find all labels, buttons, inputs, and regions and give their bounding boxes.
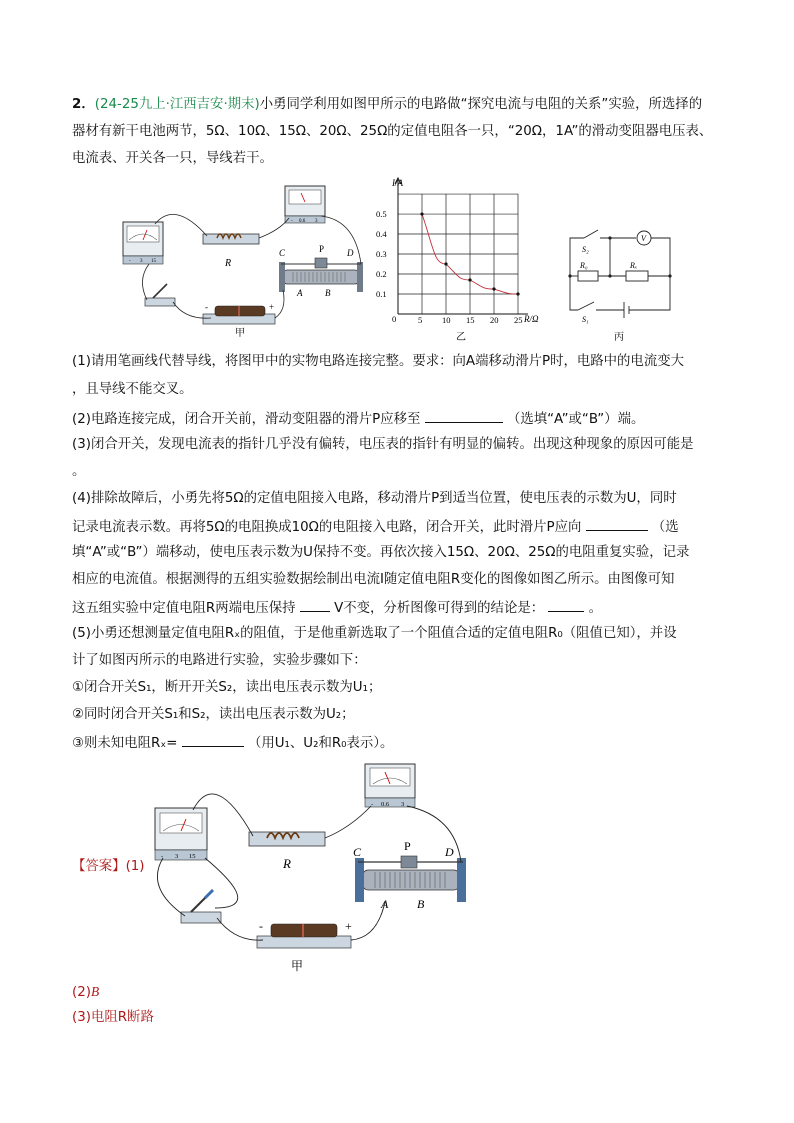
bing-rx-label: Rₓ — [630, 261, 638, 270]
answer-ammeter-tick-0: - — [371, 801, 374, 808]
rheostat-b-label: B — [325, 288, 331, 298]
q2-suffix: （选填“A”或“B”）端。 — [506, 412, 645, 427]
battery-plus: + — [269, 302, 275, 312]
answer-1-number: (1) — [125, 859, 145, 874]
data-point — [492, 287, 495, 290]
answer-rheostat-d-label: D — [445, 845, 454, 859]
q4-direction-blank[interactable] — [586, 516, 648, 531]
figure-yi-caption: 乙 — [456, 332, 466, 343]
data-point — [468, 278, 471, 281]
data-point — [516, 292, 519, 295]
ammeter — [285, 186, 325, 223]
answer-3: (3)电阻R断路 — [72, 1010, 154, 1025]
q5-step-2: ②同时闭合开关S₁和S₂，读出电压表示数为U₂； — [72, 707, 355, 722]
q5-step-3-suffix: （用U₁、U₂和R₀表示）。 — [247, 736, 394, 751]
resistor-r-label: R — [225, 258, 232, 269]
answer-resistor-r — [249, 832, 325, 846]
rheostat-d-label: D — [347, 248, 354, 258]
q4-line-5-prefix: 这五组实验中定值电阻R两端电压保持 — [72, 601, 296, 616]
answer-label: 【答案】 — [72, 859, 126, 874]
q5-step-1: ①闭合开关S₁，断开开关S₂，读出电压表示数为U₁； — [72, 680, 382, 695]
q5-line-2: 计了如图丙所示的电路进行实验，实验步骤如下： — [72, 653, 367, 668]
figure-bing-caption: 丙 — [614, 332, 624, 343]
ammeter-tick-1: 0.6 — [299, 219, 306, 224]
answer-resistor-r-label: R — [283, 856, 291, 871]
x-tick-label: 20 — [490, 315, 499, 325]
data-point — [444, 262, 447, 265]
resistor-r — [203, 234, 259, 244]
question-intro-1: 小勇同学利用如图甲所示的电路做“探究电流与电阻的关系”实验，所选择的 — [259, 97, 703, 112]
answer-ammeter-tick-1: 0.6 — [381, 801, 390, 808]
answer-rheostat-a-label: A — [381, 897, 389, 911]
q4-line-2-suffix: （选 — [651, 520, 679, 535]
y-tick-label: 0.4 — [376, 229, 387, 240]
chart-origin-label: 0 — [392, 314, 397, 324]
bing-s2-label: S₂ — [582, 245, 589, 254]
answer-2-number: (2) — [72, 985, 91, 1000]
bing-s1-label: S₁ — [582, 315, 589, 324]
bing-r0-label: R₀ — [580, 261, 588, 270]
x-tick-label: 15 — [466, 315, 475, 325]
answer-switch — [181, 890, 221, 923]
switch — [145, 284, 175, 306]
voltmeter-tick-2: 15 — [151, 259, 156, 264]
answer-battery — [257, 924, 351, 948]
y-tick-label: 0.5 — [376, 209, 387, 220]
q3-line-2: 。 — [72, 464, 86, 479]
figure-jia-caption: 甲 — [235, 328, 245, 339]
bing-voltmeter-label: V — [641, 234, 646, 243]
q2-answer-blank[interactable] — [425, 408, 503, 423]
y-tick-label: 0.3 — [376, 249, 387, 260]
answer-ammeter-tick-2: 3 — [401, 801, 405, 808]
question-intro-2: 器材有新干电池两节，5Ω、10Ω、15Ω、20Ω、25Ω的定值电阻各一只，“20Ω，1A”的滑动变阻器电压表、 — [72, 124, 713, 139]
q4-conclusion-blank[interactable] — [548, 597, 584, 612]
rheostat-a-label: A — [297, 288, 303, 298]
answer-voltmeter-tick-2: 15 — [189, 853, 196, 860]
q5-step-3-prefix: ③则未知电阻Rₓ= — [72, 736, 178, 751]
voltmeter-tick-0: - — [129, 259, 131, 264]
x-tick-label: 25 — [514, 315, 523, 325]
battery-minus: - — [205, 302, 208, 312]
ammeter-tick-2: 3 — [315, 219, 318, 224]
figure-yi-chart — [370, 174, 555, 344]
q5-rx-blank[interactable] — [182, 732, 244, 747]
answer-voltmeter-tick-1: 3 — [175, 853, 179, 860]
rheostat — [279, 258, 363, 292]
q4-line-1: (4)排除故障后，小勇先将5Ω的定值电阻接入电路，移动滑片P到适当位置，使电压表的示数为U，同时 — [72, 491, 677, 506]
q1-line-2: ，且导线不能交叉。 — [72, 382, 193, 397]
rheostat-p-label: P — [319, 244, 325, 254]
q5-line-1: (5)小勇还想测量定值电阻Rₓ的阻值，于是他重新选取了一个阻值合适的定值电阻R₀（阻值已知），并设 — [72, 626, 677, 641]
answer-figure-caption: 甲 — [291, 959, 304, 973]
q4-voltage-blank[interactable] — [300, 597, 330, 612]
y-tick-label: 0.1 — [376, 289, 387, 300]
y-tick-label: 0.2 — [376, 269, 387, 280]
answer-voltmeter-tick-0: - — [161, 853, 164, 860]
x-tick-label: 5 — [418, 315, 423, 325]
voltmeter-tick-1: 3 — [140, 259, 143, 264]
answer-rheostat — [355, 856, 466, 902]
figure-jia — [115, 180, 375, 340]
voltmeter — [123, 222, 163, 264]
answer-figure-jia — [145, 758, 475, 978]
battery — [203, 306, 275, 324]
data-point — [420, 212, 423, 215]
q1-line-1: (1)请用笔画线代替导线，将图甲中的实物电路连接完整。要求：向A端移动滑片P时，电路中的电流变大 — [72, 354, 684, 369]
rheostat-c-label: C — [279, 248, 286, 258]
q2-prefix: (2)电路连接完成，闭合开关前，滑动变阻器的滑片P应移至 — [72, 412, 421, 427]
chart-y-axis-label: I/A — [392, 178, 403, 188]
answer-rheostat-b-label: B — [417, 897, 425, 911]
question-intro-3: 电流表、开关各一只，导线若干。 — [72, 151, 273, 166]
figure-bing — [560, 228, 680, 343]
x-tick-label: 10 — [442, 315, 451, 325]
answer-battery-minus: - — [259, 919, 263, 933]
question-source: (24-25九上·江西吉安·期末) — [94, 97, 260, 112]
answer-rheostat-c-label: C — [353, 845, 362, 859]
ammeter-tick-0: - — [291, 219, 293, 224]
q4-line-3: 填“A”或“B”）端移动，使电压表示数为U保持不变。再依次接入15Ω、20Ω、25Ω的电阻重复实验，记录 — [72, 545, 690, 560]
question-number: 2． — [72, 97, 95, 112]
q4-line-5-suffix: 。 — [588, 601, 603, 616]
q4-line-4: 相应的电流值。根据测得的五组实验数据绘制出电流I随定值电阻R变化的图像如图乙所示。由图像可知 — [72, 572, 675, 587]
q3-line-1: (3)闭合开关，发现电流表的指针几乎没有偏转，电压表的指针有明显的偏转。出现这种现象的原因可能是 — [72, 437, 694, 452]
answer-2-value: B — [90, 984, 100, 999]
answer-battery-plus: + — [345, 919, 352, 933]
answer-rheostat-p-label: P — [404, 839, 411, 853]
chart-x-axis-label: R/Ω — [524, 314, 539, 324]
q4-line-5-middle: V不变，分析图像可得到的结论是： — [334, 601, 545, 616]
q4-line-2-prefix: 记录电流表示数。再将5Ω的电阻换成10Ω的电阻接入电路，闭合开关，此时滑片P应向 — [72, 520, 582, 535]
